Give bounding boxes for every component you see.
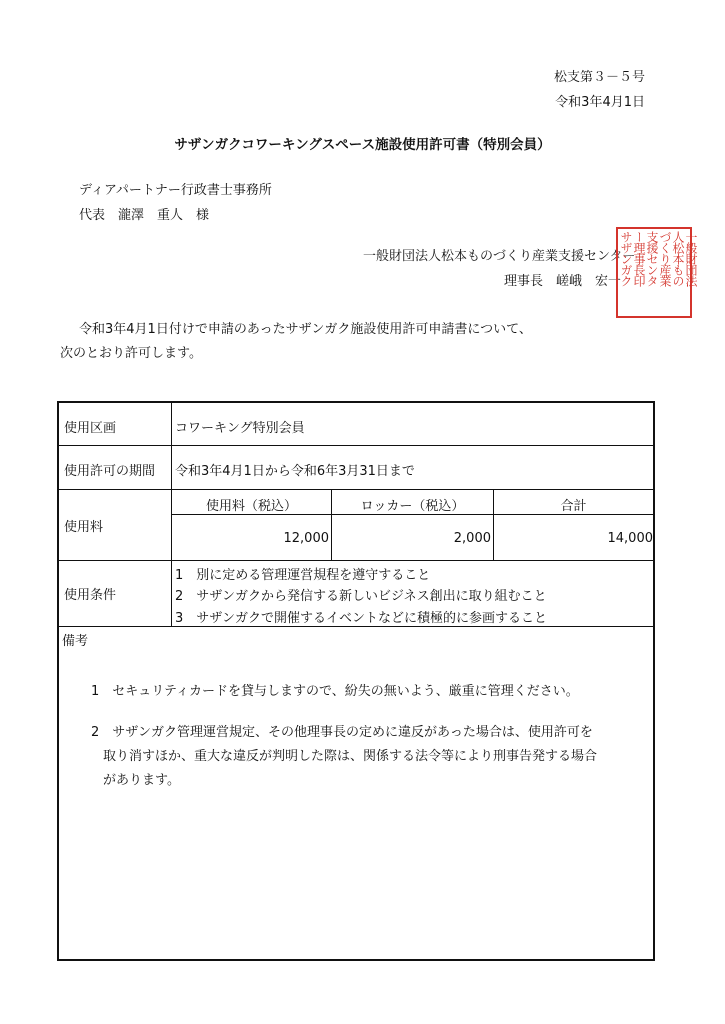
fee-header-locker: ロッカー（税込） [360,499,465,514]
remark-item: 2 サザンガク管理運営規定、その他理事長の定めに違反があった場合は、使用許可を [91,725,593,740]
fee-value-total: 14,000 [607,531,653,546]
remark-item-continued: 取り消すほか、重大な違反が判明した際は、関係する法令等により刑事告発する場合 [103,749,598,764]
table-row-divider [59,445,653,446]
table-row-divider [171,514,653,515]
condition-item: 2 サザンガクから発信する新しいビジネス創出に取り組むこと [175,589,547,604]
document-number: 松支第３－５号 [553,70,645,85]
seal-column: ー理事長印 [632,231,646,286]
table-row-divider [59,626,653,627]
document-date: 令和3年4月1日 [555,95,645,110]
fee-value-usage: 12,000 [283,531,329,546]
seal-column: づくり産業 [658,231,672,286]
condition-item: 1 別に定める管理運営規程を遵守すること [175,568,431,583]
document-title: サザンガクコワーキングスペース施設使用許可書（特別会員） [174,137,551,153]
area-label: 使用区画 [64,421,117,436]
period-label: 使用許可の期間 [64,464,156,479]
seal-column: 一般財団法 [684,231,698,286]
conditions-label: 使用条件 [64,588,117,603]
table-row-divider [59,489,653,490]
fee-label: 使用料 [64,520,104,535]
remarks-label: 備考 [62,634,89,649]
seal-column: 支援センタ [645,231,659,286]
body-text-line: 令和3年4月1日付けで申請のあったサザンガク施設使用許可申請書について、 [79,322,532,337]
fee-header-usage: 使用料（税込） [205,499,297,514]
remark-item: 1 セキュリティカードを貸与しますので、紛失の無いよう、厳重に管理ください。 [91,684,579,699]
area-value: コワーキング特別会員 [175,421,305,436]
seal-column: 人松本もの [671,231,685,286]
fee-value-locker: 2,000 [453,531,491,546]
table-column-divider [171,403,172,626]
period-value: 令和3年4月1日から令和6年3月31日まで [175,464,415,479]
permit-table [57,401,655,961]
addressee-representative: 代表 瀧澤 重人 様 [79,208,210,223]
issuer-representative: 理事長 嵯峨 宏一 [504,274,622,289]
condition-item: 3 サザンガクで開催するイベントなどに積極的に参画すること [175,611,548,626]
table-row-divider [59,560,653,561]
official-seal-stamp [616,227,698,318]
remark-item-continued: があります。 [103,773,180,788]
body-text-line: 次のとおり許可します。 [60,346,202,361]
addressee-organization: ディアパートナー行政書士事務所 [79,183,272,198]
issuer-organization: 一般財団法人松本ものづくり産業支援センター [363,249,636,264]
seal-column: サザンガク [619,231,633,286]
fee-header-total: 合計 [560,499,587,514]
